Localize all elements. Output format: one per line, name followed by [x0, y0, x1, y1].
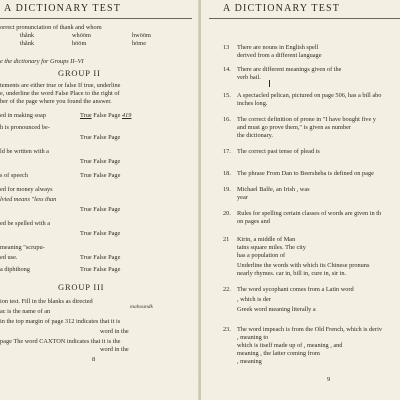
- section-heading: e the dictionary for Groups II–VI: [0, 58, 84, 65]
- item-options[interactable]: True False Page: [80, 134, 121, 141]
- item-line: , which is der: [237, 296, 271, 303]
- item-number: 22.: [223, 286, 231, 293]
- item-number: 19.: [223, 186, 231, 193]
- item-line: verb bail.: [237, 74, 261, 81]
- item-text: ed in making soap: [0, 112, 46, 119]
- item-options: [80, 112, 131, 119]
- group3-line-2: ac is the name of an: [0, 308, 51, 315]
- right-page: [201, 0, 400, 400]
- item-text: ed use.: [0, 254, 18, 261]
- true-option[interactable]: True: [80, 254, 92, 261]
- right-running-head: A DICTIONARY TEST: [223, 3, 341, 14]
- item-options[interactable]: True False Page: [80, 206, 121, 213]
- item-number: 18.: [223, 170, 231, 177]
- item-number: 23.: [223, 326, 231, 333]
- item-number: 20.: [223, 210, 231, 217]
- pronunciation-intro: orrect pronunciation of thank and whom: [0, 24, 102, 31]
- pron-row1-c: hwōōm: [132, 32, 151, 39]
- page-label: Page: [108, 254, 121, 261]
- left-header-rule: [0, 18, 192, 19]
- item-line: There are different meanings given of the: [237, 66, 342, 73]
- pron-row2-c: hōme: [132, 40, 146, 47]
- item-line: There are nouns in English spell: [237, 44, 319, 51]
- item-number: 17.: [223, 148, 231, 155]
- item-text: ed be spelled with a: [0, 220, 51, 227]
- item-line: derived from a different language: [237, 52, 322, 59]
- item-text: s of speech: [0, 172, 28, 179]
- handwritten-note: mahoundk: [130, 304, 153, 310]
- item-line: has a population of: [237, 252, 286, 259]
- item-line: inches long.: [237, 100, 268, 107]
- item-line: The correct past tense of plead is: [237, 148, 320, 155]
- pron-row2-a: thănk: [20, 40, 34, 47]
- item-line: nearly rhymes. car in, bill in, cure in, sir in.: [237, 270, 347, 277]
- item-number: 16.: [223, 116, 231, 123]
- item-line: year: [237, 194, 248, 201]
- item-line: tains square miles. The city: [237, 244, 306, 251]
- item-line: Underline the words with which its Chinese pronuns: [237, 262, 370, 269]
- group3-line-4: word in the: [100, 328, 129, 335]
- item-options: [80, 172, 120, 179]
- item-text: h is pronounced be-: [0, 124, 50, 131]
- pron-row1-a: thănk: [20, 32, 34, 39]
- item-options[interactable]: True False Page: [80, 230, 121, 237]
- pencil-tick: [269, 80, 270, 87]
- left-folio: 8: [92, 356, 96, 363]
- item-options[interactable]: True False Page: [80, 158, 121, 165]
- group3-line-6: word in the: [100, 346, 129, 353]
- item-line: on pages and: [237, 218, 270, 225]
- false-option[interactable]: False: [93, 112, 107, 119]
- true-option[interactable]: True: [80, 112, 92, 119]
- item-options: [80, 266, 120, 273]
- instruction-line-1: tements are either true or false If true, underline: [0, 82, 121, 89]
- item-number: 14.: [223, 66, 231, 73]
- item-line: The phrase From Dan to Beersheba is defined on page: [237, 170, 374, 177]
- instruction-line-2: e, underline the word False Place to the right of: [0, 90, 120, 97]
- right-folio: 9: [327, 376, 331, 383]
- item-line: The word sycophant comes from a Latin word: [237, 286, 354, 293]
- false-option[interactable]: False: [93, 266, 107, 273]
- pron-row2-b: hōōm: [72, 40, 87, 47]
- item-line: meaning , the latter coming from: [237, 350, 320, 357]
- item-line: Greek word meaning literally a: [237, 306, 316, 313]
- right-header-rule: [209, 18, 400, 19]
- true-option[interactable]: True: [80, 172, 92, 179]
- instruction-line-3: ber of the page where you found the answer.: [0, 98, 112, 105]
- item-options: [80, 254, 120, 261]
- page-label: Page: [108, 266, 121, 273]
- item-line: , meaning to: [237, 334, 269, 341]
- item-text: ed for money always: [0, 186, 53, 193]
- left-page: [0, 0, 199, 400]
- item-line: The word impeach is from the Old French, which is deriv: [237, 326, 382, 333]
- item-line: A spectacled pelican, pictured on page 506, has a bill abo: [237, 92, 382, 99]
- group3-line-5: page The word CAXTON indicates that it is the: [0, 338, 121, 345]
- left-running-head: A DICTIONARY TEST: [4, 3, 122, 14]
- page-label: Page: [108, 172, 121, 179]
- item-line: Kirin, a middle of Man: [237, 236, 296, 243]
- group3-line-3: in the top margin of page 312 indicates that it is: [0, 318, 121, 325]
- page-answer[interactable]: 419: [121, 112, 132, 119]
- item-line: which is itself made up of , meaning , and: [237, 342, 343, 349]
- item-number: 15.: [223, 92, 231, 99]
- group3-title: GROUP III: [58, 282, 105, 292]
- page-label: Page: [108, 112, 121, 119]
- item-line: the dictionary.: [237, 132, 273, 139]
- item-text: meaning "scrupu-: [0, 244, 45, 251]
- false-option[interactable]: False: [93, 254, 107, 261]
- pron-row1-b: whōōm: [72, 32, 91, 39]
- item-text: ld be written with a: [0, 148, 49, 155]
- item-line: , meaning: [237, 358, 262, 365]
- group2-title: GROUP II: [58, 68, 101, 78]
- item-number: 13: [223, 44, 230, 51]
- item-line: Rules for spelling certain classes of words are given in th: [237, 210, 382, 217]
- item-line: and must go prove them," is given as number: [237, 124, 351, 131]
- false-option[interactable]: False: [93, 172, 107, 179]
- item-text: a diphthong: [0, 266, 30, 273]
- group3-line-1: ion test. Fill in the blanks as directed: [0, 298, 93, 305]
- item-line: Michael Balfe, an Irish , was: [237, 186, 310, 193]
- item-number: 21: [223, 236, 230, 243]
- item-text: lvied means "less than: [0, 196, 57, 203]
- item-line: The correct definition of prone in "I have bought five y: [237, 116, 376, 123]
- true-option[interactable]: True: [80, 266, 92, 273]
